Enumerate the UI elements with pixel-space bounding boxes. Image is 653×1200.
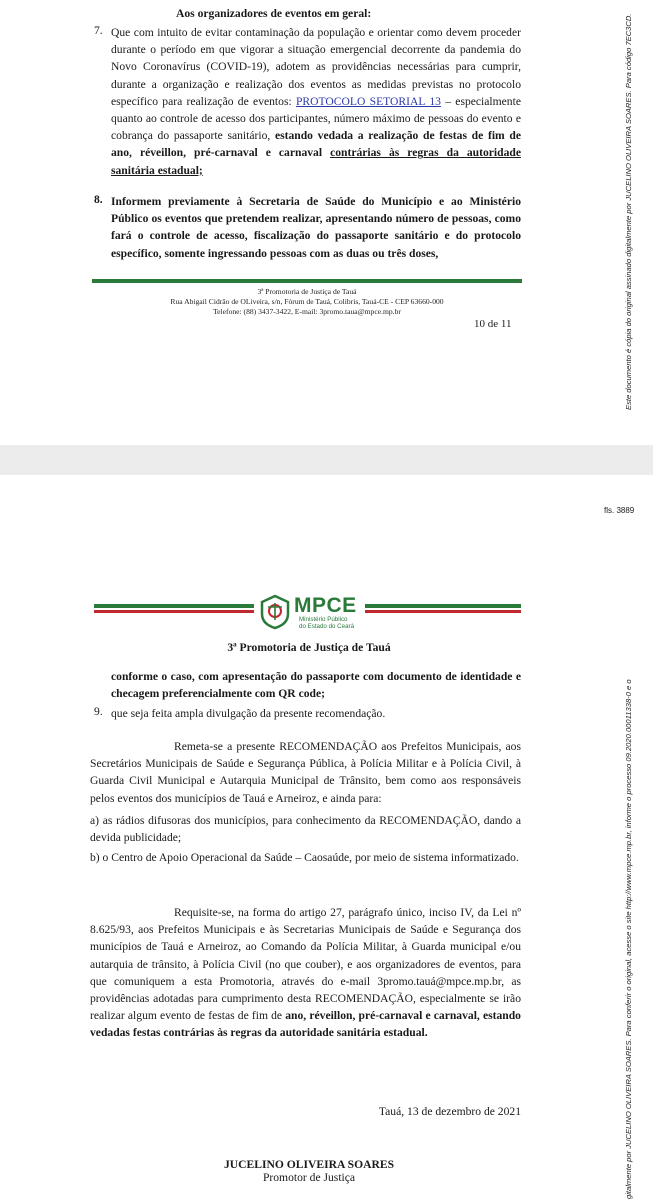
item-8-text: Informem previamente à Secretaria de Saúde do Município e ao Ministério Público os eventos que pretendem realizar, apresentando número de pessoas, como fará o controle de acesso, fiscalização do passaporte sanitário e do protocolo específico, somente ingressando pessoas com as duas ou três doses, xyxy=(111,195,521,260)
page-gap xyxy=(0,445,653,475)
paragraph-item-a: a) as rádios difusoras dos municípios, para conhecimento da RECOMENDAÇÃO, dando a devida publicidade; xyxy=(90,814,521,845)
document-page-10 xyxy=(0,0,653,445)
item-9-number: 9. xyxy=(94,705,103,718)
signer-name: JUCELINO OLIVEIRA SOARES xyxy=(223,1158,395,1171)
mpce-emblem-icon xyxy=(258,594,292,630)
paragraph-requisite: Requisite-se, na forma do artigo 27, parágrafo único, inciso IV, da Lei nº 8.625/93, aos Prefeitos Municipais e às Secretarias Municipais de Saúde e Segurança dos municípios de Tauá e Arneiroz, ao Comando da Polícia Militar, à Guarda municipal e/ou autarquia de trânsito, à Polícia Civil (no que couber), e aos organizadores de eventos, para que comuniquem a esta Promotoria, através do e-mail 3promo.tauá@mpce.mp.br, as providências adotadas para cumprimento desta RECOMENDAÇÃO, especialmente se irão realizar algum evento de festas de fim de ano, réveillon, pré-carnaval e carnaval, estando vedadas festas contrárias às regras da autoridade sanitária estadual. xyxy=(90,906,521,1040)
footer-rule xyxy=(92,279,522,283)
item-9-text: que seja feita ampla divulgação da presente recomendação. xyxy=(111,707,386,720)
letterhead-red-rule-left xyxy=(94,610,254,613)
digital-signature-note-page-11: gitalmente por JUCELINO OLIVEIRA SOARES. Para conferir o original, acesse o site http://www.mpce.mp.br, informe o processo 09.2020.00011338-0 e o xyxy=(624,679,633,1199)
protocolo-setorial-link[interactable]: PROTOCOLO SETORIAL 13 xyxy=(295,94,441,108)
letterhead-red-rule-right xyxy=(365,610,521,613)
digital-signature-note: Este documento é cópia do original assinado digitalmente por JUCELINO OLIVEIRA SOARES. Para código 7EC3CD. xyxy=(624,13,633,410)
office-header: 3ª Promotoria de Justiça de Tauá xyxy=(227,641,391,654)
mpce-logo-text: MPCE xyxy=(294,594,357,617)
paragraph-item-b: b) o Centro de Apoio Operacional da Saúde – Caosaúde, por meio de sistema informatizado. xyxy=(90,851,519,864)
page-number: 10 de 11 xyxy=(474,318,512,330)
letterhead-green-rule-right xyxy=(365,604,521,608)
signature-date: Tauá, 13 de dezembro de 2021 xyxy=(378,1105,521,1118)
item-7-text: Que com intuito de evitar contaminação da população e orientar como devem proceder durante o período em que vigorar a situação emergencial decorrente da pandemia do Novo Coronavírus (COVID-19), adotem as providências necessárias para cumprir, durante a organização e realização dos eventos as medidas previstas no protocolo específico para realização de eventos: PROTOCOLO SETORIAL 13 – especialmente quanto ao controle de acesso dos participantes, número máximo de pessoas do evento e cobrança do passaporte sanitário, estando vedada a realização de festas de fim de ano, réveillon, pré-carnaval e carnaval contrárias às regras da autoridade sanitária estadual; xyxy=(111,26,521,177)
item-8-continuation: conforme o caso, com apresentação do passaporte com documento de identidade e checagem preferencialmente com QR code; xyxy=(111,670,521,701)
item-8-number: 8. xyxy=(94,193,103,206)
mpce-logo-subtitle: Ministério Público do Estado do Ceará xyxy=(299,616,355,630)
section-heading: Aos organizadores de eventos em geral: xyxy=(176,7,372,20)
page-footer: 3ª Promotoria de Justiça de Tauá Rua Abigail Cidrão de OLiveira, s/n, Fórum de Tauá, Colibris, Tauá-CE - CEP 63660-000 Telefone: (88) 3437-3422, E-mail: 3promo.taua@mpce.mp.br xyxy=(170,287,444,316)
folio-number: fls. 3889 xyxy=(604,506,635,515)
paragraph-remeta: Remeta-se a presente RECOMENDAÇÃO aos Prefeitos Municipais, aos Secretários Municipais de Saúde e Segurança Pública, à Polícia Militar e à Polícia Civil, à Guarda Civil Municipal e Autarquia Municipal de Trânsito, bem como aos responsáveis pelos eventos dos municípios de Tauá e Arneiroz, e ainda para: xyxy=(90,740,521,805)
document-page-11 xyxy=(0,475,653,1200)
letterhead-green-rule-left xyxy=(94,604,254,608)
signer-role: Promotor de Justiça xyxy=(262,1171,356,1184)
item-7-number: 7. xyxy=(94,24,103,37)
